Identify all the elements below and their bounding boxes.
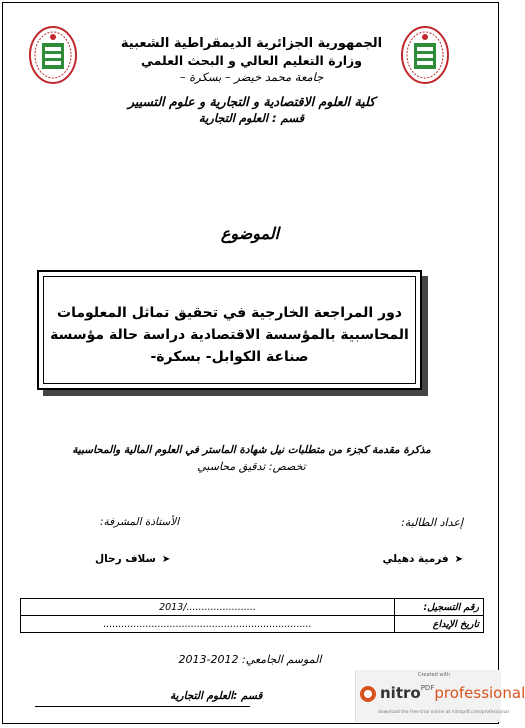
subject-heading: الموضوع bbox=[220, 224, 280, 243]
memo-description: مذكرة مقدمة كجزء من متطلبات نيل شهادة الماستر في العلوم المالية والمحاسبية bbox=[72, 444, 431, 456]
footer-department: قسم :العلوم التجارية bbox=[170, 690, 263, 702]
nitro-brand bbox=[380, 684, 525, 702]
table-row bbox=[21, 599, 484, 616]
thesis-title-line-3: صناعة الكوابل- بسكرة- bbox=[150, 349, 309, 365]
header-faculty: كلية العلوم الاقتصادية و التجارية و علوم التسيير bbox=[127, 94, 376, 109]
title-box bbox=[37, 270, 422, 390]
registration-table bbox=[20, 598, 484, 633]
table-row bbox=[21, 616, 484, 633]
nitro-brand-main: nitro bbox=[380, 684, 421, 702]
prepared-by-label: إعداد الطالبة: bbox=[401, 516, 463, 529]
deposit-date-value: ..................................................................... bbox=[21, 616, 395, 633]
nitro-download-note: download the free trial online at nitropdf.com/professional bbox=[378, 710, 509, 715]
student-name: فرمية دهيلي bbox=[382, 553, 449, 565]
nitro-brand-pdf: PDF bbox=[420, 684, 435, 692]
registration-number-label: رقم التسجيل: bbox=[395, 599, 484, 616]
header-ministry: وزارة التعليم العالي و البحث العلمي bbox=[140, 53, 363, 68]
arrow-icon: ➤ bbox=[454, 553, 463, 565]
nitro-created-with: Created with bbox=[418, 672, 450, 678]
footer-rule bbox=[35, 706, 250, 707]
thesis-title-line-1: دور المراجعة الخارجية في تحقيق تماثل المعلومات bbox=[57, 305, 402, 321]
supervisor-name: سلاف رحال bbox=[95, 553, 156, 565]
deposit-date-label: تاريخ الإيداع bbox=[395, 616, 484, 633]
student-row bbox=[383, 553, 463, 565]
nitro-watermark bbox=[355, 670, 525, 722]
thesis-title bbox=[49, 302, 410, 368]
memo-specialty: تخصص: تدقيق محاسبي bbox=[197, 460, 306, 473]
academic-season: الموسم الجامعي: 2012-2013 bbox=[178, 653, 322, 666]
registration-number-value: ......................./2013 bbox=[21, 599, 395, 616]
nitro-brand-suffix: professional bbox=[434, 684, 525, 702]
header-department: قسم : العلوم التجارية bbox=[198, 111, 305, 125]
header-university: جامعة محمد خيضر – بسكرة – bbox=[179, 70, 324, 84]
thesis-title-line-2: المحاسبية بالمؤسسة الاقتصادية دراسة حالة مؤسسة bbox=[50, 327, 409, 343]
header-country: الجمهورية الجزائرية الديمقراطية الشعبية bbox=[120, 36, 383, 51]
nitro-logo-icon bbox=[360, 686, 376, 702]
supervisor-label: الأستاذة المشرفة: bbox=[100, 516, 180, 528]
arrow-icon: ➤ bbox=[161, 553, 171, 565]
supervisor-row bbox=[95, 553, 170, 565]
